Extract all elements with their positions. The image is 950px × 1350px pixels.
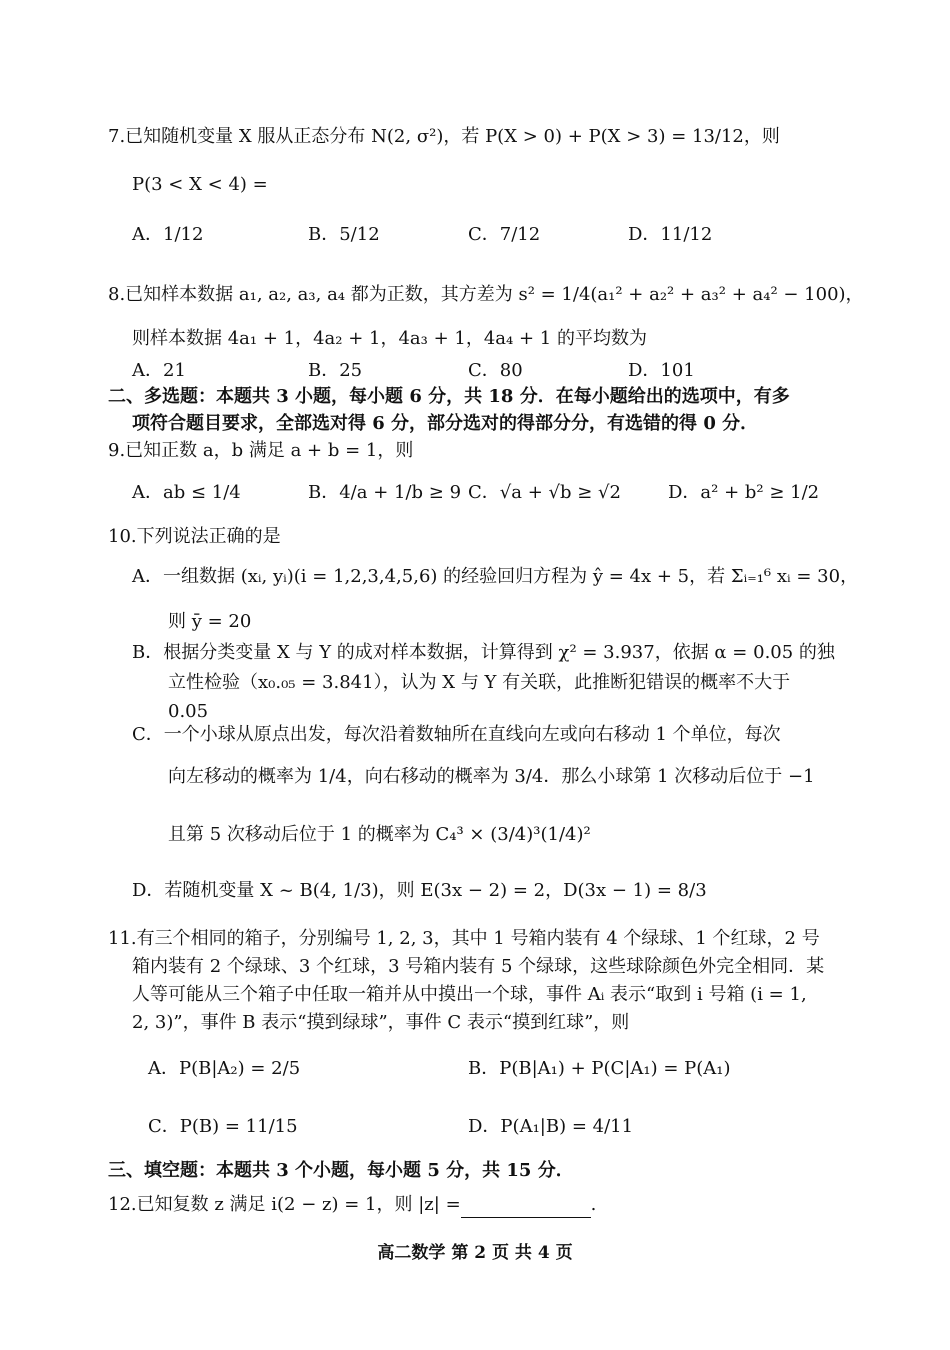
q10-option-b-line2: 立性检验（x₀.₀₅ = 3.841），认为 X 与 Y 有关联，此推断犯错误的概率不大于	[168, 672, 791, 693]
q9-option-d: D．a² + b² ≥ 1/2	[668, 482, 820, 503]
q7-option-c: C．7/12	[468, 224, 541, 245]
section2-heading-line2: 项符合题目要求，全部选对得 6 分，部分选对的得部分分，有选错的得 0 分．	[132, 413, 759, 434]
q10-option-c-line2: 向左移动的概率为 1/4，向右移动的概率为 3/4．那么小球第 1 次移动后位于 −1	[168, 766, 815, 787]
q11-line1: 11.有三个相同的箱子，分别编号 1, 2, 3，其中 1 号箱内装有 4 个绿球、1 个红球，2 号	[108, 928, 820, 949]
page-footer: 高二数学 第 2 页 共 4 页	[377, 1243, 573, 1263]
section2-heading-line1: 二、多选题：本题共 3 小题，每小题 6 分，共 18 分．在每小题给出的选项中，有多	[108, 386, 790, 407]
q10-option-a-line2: 则 ȳ = 20	[168, 611, 252, 632]
q11-option-d: D．P(A₁|B) = 4/11	[468, 1116, 634, 1137]
q8-option-c: C．80	[468, 360, 523, 381]
q7-option-a: A．1/12	[132, 224, 204, 245]
q9-option-a: A．ab ≤ 1/4	[132, 482, 241, 503]
q9-stem: 9.已知正数 a，b 满足 a + b = 1，则	[108, 440, 414, 461]
section3-heading: 三、填空题：本题共 3 个小题，每小题 5 分，共 15 分．	[108, 1160, 574, 1181]
q8-option-a: A．21	[132, 360, 186, 381]
q7-option-d: D．11/12	[628, 224, 713, 245]
q10-option-c-line3: 且第 5 次移动后位于 1 的概率为 C₄³ × (3/4)³(1/4)²	[168, 824, 591, 845]
q10-option-c-line1: C．一个小球从原点出发，每次沿着数轴所在直线向左或向右移动 1 个单位，每次	[132, 724, 781, 745]
q7-option-b: B．5/12	[308, 224, 380, 245]
q10-stem: 10.下列说法正确的是	[108, 526, 281, 547]
q10-option-b-line3: 0.05	[168, 701, 209, 722]
q11-option-a: A．P(B|A₂) = 2/5	[148, 1058, 301, 1079]
q11-option-c: C．P(B) = 11/15	[148, 1116, 298, 1137]
q8-stem2: 则样本数据 4a₁ + 1，4a₂ + 1，4a₃ + 1，4a₄ + 1 的平均数为	[132, 328, 647, 349]
q10-option-d-line1: D．若随机变量 X ~ B(4, 1/3)，则 E(3x − 2) = 2，D(3x − 1) = 8/3	[132, 880, 707, 901]
q9-option-c: C．√a + √b ≥ √2	[468, 482, 621, 503]
q11-option-b: B．P(B|A₁) + P(C|A₁) = P(A₁)	[468, 1058, 731, 1079]
q8-option-b: B．25	[308, 360, 363, 381]
q12-period: .	[590, 1194, 597, 1215]
q10-option-a-line1: A．一组数据 (xᵢ, yᵢ)(i = 1,2,3,4,5,6) 的经验回归方程为 ŷ = 4x + 5，若 Σᵢ₌₁⁶ xᵢ = 30，	[132, 566, 859, 587]
q11-line3: 人等可能从三个箱子中任取一箱并从中摸出一个球，事件 Aᵢ 表示“取到 i 号箱 (i = 1,	[132, 984, 807, 1005]
q11-line2: 箱内装有 2 个绿球、3 个红球，3 号箱内装有 5 个绿球，这些球除颜色外完全相同．某	[132, 956, 825, 977]
q8-stem: 8.已知样本数据 a₁, a₂, a₃, a₄ 都为正数，其方差为 s² = 1/4(a₁² + a₂² + a₃² + a₄² − 100)，	[108, 284, 864, 305]
q12-line	[108, 1192, 850, 1218]
q7-stem: 7.已知随机变量 X 服从正态分布 N(2, σ²)，若 P(X > 0) + P(X > 3) = 13/12，则	[108, 126, 780, 147]
q8-option-d: D．101	[628, 360, 695, 381]
q11-line4: 2, 3)”，事件 B 表示“摸到绿球”，事件 C 表示“摸到红球”，则	[132, 1012, 630, 1033]
q12-stem: 12.已知复数 z 满足 i(2 − z) = 1，则 |z| =	[108, 1194, 461, 1215]
answer-blank[interactable]	[461, 1197, 591, 1218]
q10-option-b-line1: B．根据分类变量 X 与 Y 的成对样本数据，计算得到 χ² = 3.937，依据 α = 0.05 的独	[132, 642, 835, 663]
q9-option-b: B．4/a + 1/b ≥ 9	[308, 482, 462, 503]
q7-stem2: P(3 < X < 4) =	[132, 174, 268, 195]
